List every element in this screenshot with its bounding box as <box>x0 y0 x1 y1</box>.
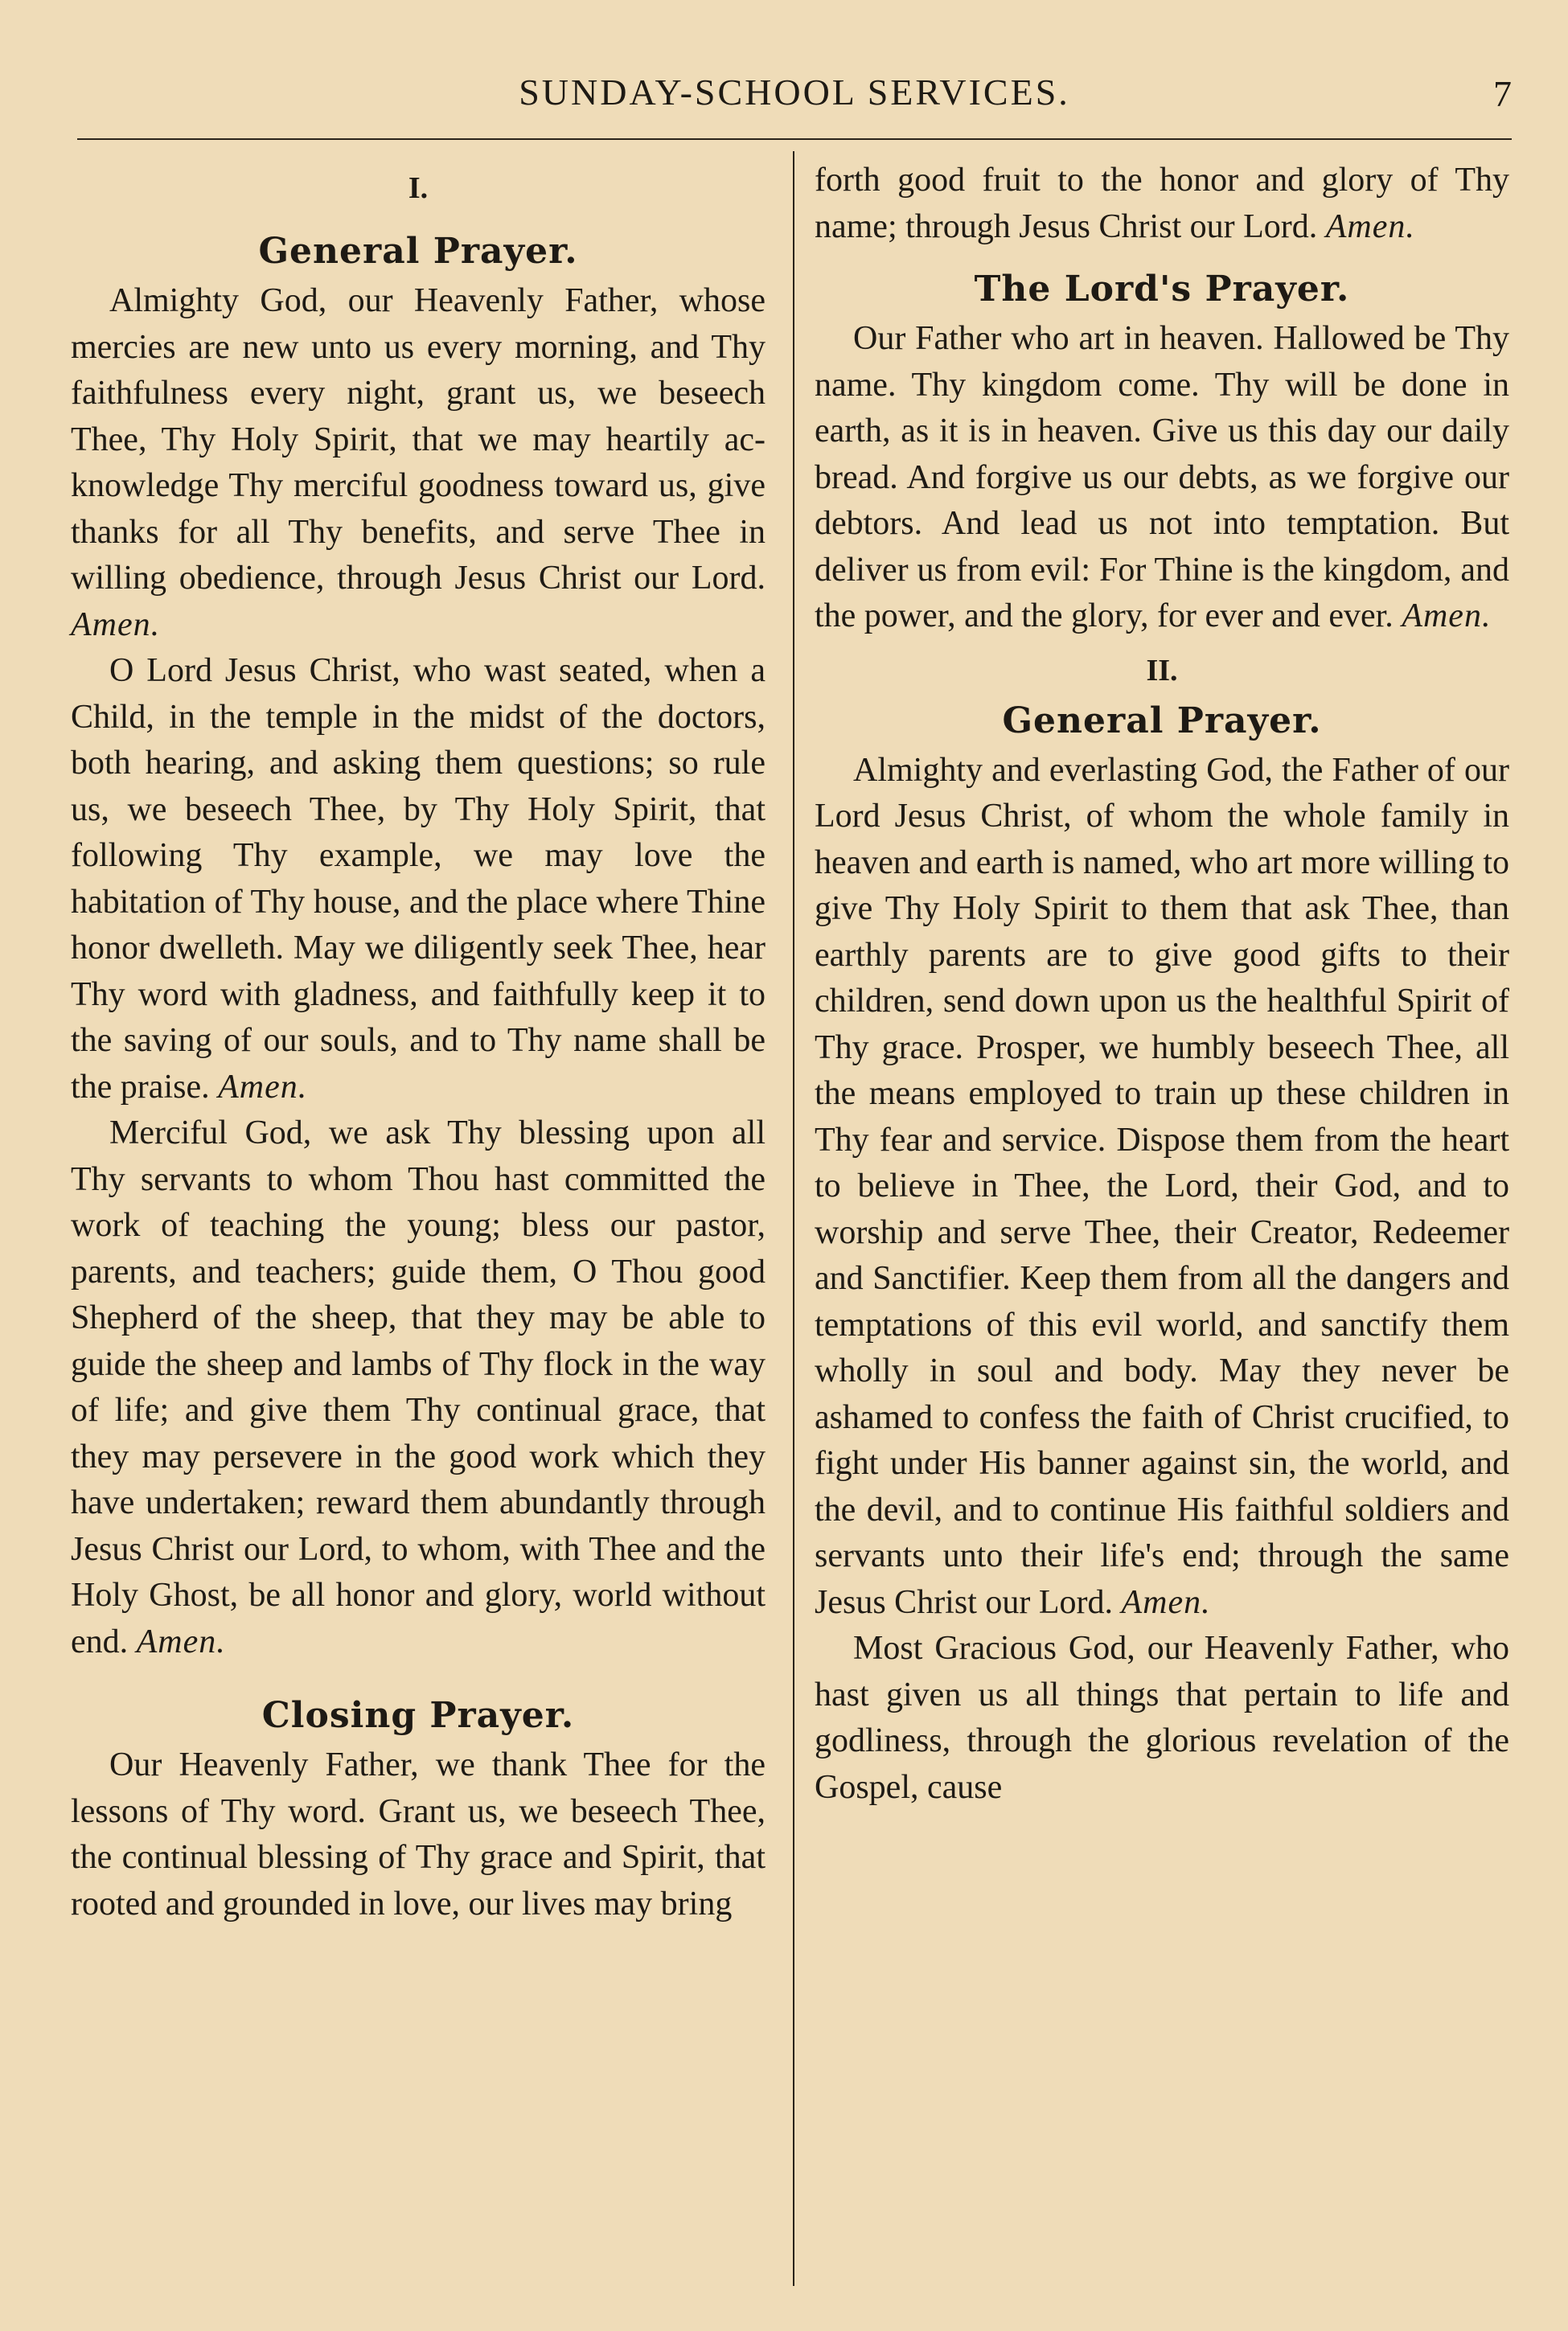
heading-general-prayer-1: General Prayer. <box>258 231 578 272</box>
amen: Amen. <box>218 1068 308 1106</box>
running-title: SUNDAY-SCHOOL SERVICES. <box>519 72 1070 113</box>
left-column <box>71 158 766 1927</box>
column-divider <box>793 151 794 2286</box>
heading-general-prayer-2: General Prayer. <box>1002 700 1322 741</box>
page-number: 7 <box>1493 73 1512 114</box>
paragraph-text: forth good fruit to the honor and glory of Thy name; through Jesus Christ our Lord. <box>815 162 1509 245</box>
section-numeral-ii: II. <box>1146 653 1178 687</box>
paragraph-o-lord-jesus <box>71 648 766 1110</box>
amen: Amen. <box>1121 1583 1211 1621</box>
heading-closing-prayer: Closing Prayer. <box>261 1695 575 1736</box>
paragraph-lords-prayer <box>815 316 1509 640</box>
paragraph-almighty-god <box>71 278 766 648</box>
paragraph-text: Merciful God, we ask Thy blessing upon all Thy servants to whom Thou hast committed the work of teaching the young; bless our pastor, parents, and teachers; guide them, O Thou good Shepherd of the sheep, that they may be able to guide the sheep and lambs of Thy flock in the way of life; and give them Thy continual grace, that they may persevere in the good work which they have undertaken; reward them abundantly through Jesus Christ our Lord, to whom, with Thee and the Holy Ghost, be all honor and glory, world without end. <box>71 1114 766 1660</box>
amen: Amen. <box>1402 597 1492 634</box>
paragraph-text: Almighty God, our Heavenly Father, whose mercies are new unto us every morning, and Thy faithfulness every night, grant us, we beseech Thee, Thy Holy Spirit, that we may heartily acknowledge Thy merciful goodness toward us, give thanks for all Thy benefits, and serve Thee in willing obedience, through Jesus Christ our Lord. <box>71 282 766 597</box>
paragraph-text: Almighty and everlasting God, the Father of our Lord Jesus Christ, of whom the whole family in heaven and earth is named, who art more willing to give Thy Holy Spirit to them that ask Thee, than earthly parents are to give good gifts to their children, send down upon us the healthful Spirit of Thy grace. Prosper, we humbly beseech Thee, all the means employed to train up these children in Thy fear and service. Dispose them from the heart to believe in Thee, the Lord, their God, and to worship and serve Thee, their Creator, Redeemer and Sanctifier. Keep them from all the dangers and temptations of this evil world, and sanctify them wholly in soul and body. May they never be ashamed to confess the faith of Christ crucified, to fight under His banner against sin, the world, and the devil, and to continue His faithful soldiers and servants unto their life's end; through the same Jesus Christ our Lord. <box>815 751 1509 1621</box>
paragraph-almighty-everlasting <box>815 748 1509 1627</box>
running-head <box>77 71 1512 119</box>
paragraph-merciful-god <box>71 1110 766 1665</box>
right-column <box>815 158 1509 1811</box>
paragraph-continued <box>815 158 1509 250</box>
heading-lords-prayer: The Lord's Prayer. <box>974 269 1350 310</box>
amen: Amen. <box>1325 207 1415 245</box>
header-rule <box>77 138 1512 140</box>
paragraph-text: O Lord Jesus Christ, who wast seated, when a Child, in the temple in the midst of the doctors, both hearing, and asking them questions; so rule us, we beseech Thee, by Thy Holy Spirit, that following Thy example, we may love the habitation of Thy house, and the place where Thine honor dwelleth. May we diligently seek Thee, hear Thy word with gladness, and faithfully keep it to the saving of our souls, and to Thy name shall be the praise. <box>71 652 766 1106</box>
paragraph-most-gracious: Most Gracious God, our Heavenly Father, who hast given us all things that pertain to life and godliness, through the glorious revelation of the Gospel, cause <box>815 1630 1509 1806</box>
paragraph-our-heavenly-father: Our Heavenly Father, we thank Thee for the lessons of Thy word. Grant us, we beseech Thee, the continual blessing of Thy grace and Spirit, that rooted and grounded in love, our lives may bring <box>71 1746 766 1923</box>
amen: Amen. <box>71 605 161 643</box>
amen: Amen. <box>136 1623 226 1660</box>
paragraph-text: Our Father who art in heaven. Hallowed be Thy name. Thy kingdom come. Thy will be done in earth, as it is in heaven. Give us this day our daily bread. And forgive us our debts, as we forgive our debtors. And lead us not into temptation. But deliver us from evil: For Thine is the kingdom, and the power, and the glory, for ever and ever. <box>815 320 1509 634</box>
section-numeral-i: I. <box>408 171 429 205</box>
